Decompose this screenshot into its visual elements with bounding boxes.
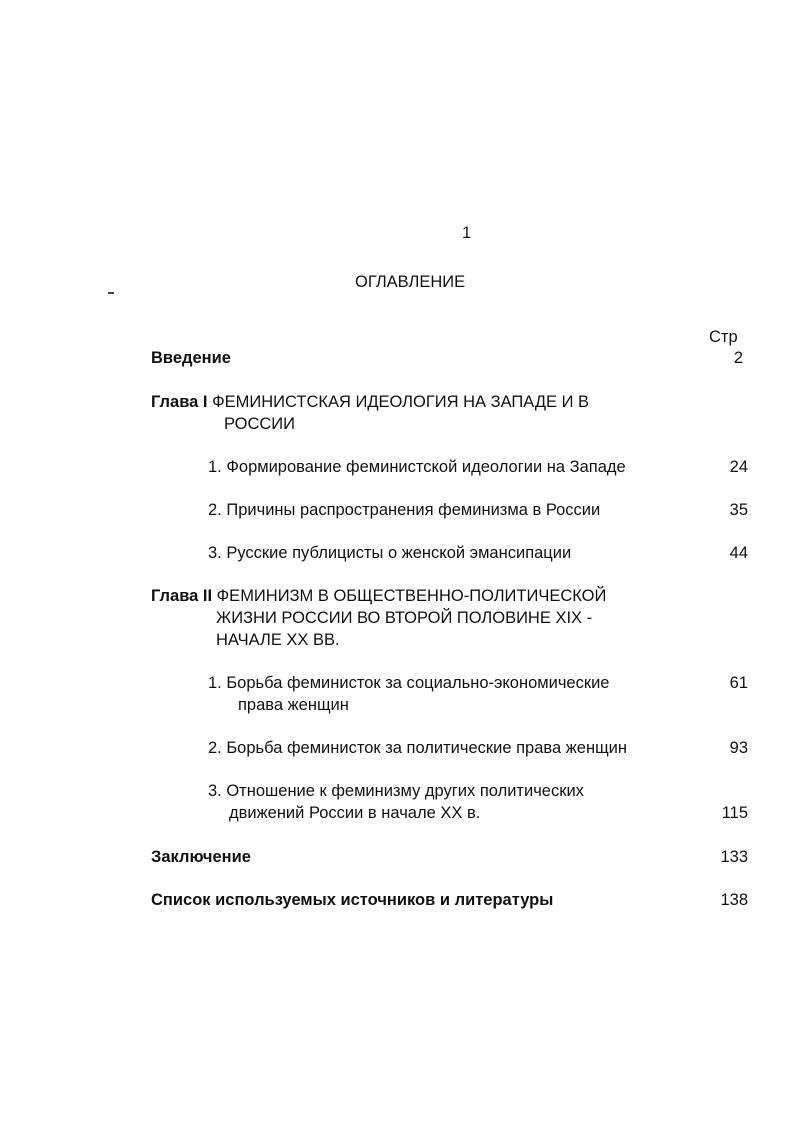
toc-ch1-section-1: 1. Формирование феминистской идеологии на Западе [208,458,626,476]
toc-ch1-section-2-page: 35 [729,501,748,519]
toc-conclusion-page: 133 [720,848,748,866]
chapter1-prefix: Глава I [151,393,208,411]
toc-ch1-section-2: 2. Причины распространения феминизма в России [208,501,601,519]
toc-ch2-section-2-page: 93 [729,739,748,757]
toc-ch1-section-3: 3. Русские публицисты о женской эмансипации [208,544,572,562]
chapter1-title-line2: РОССИИ [224,415,296,433]
chapter2-title-line2: ЖИЗНИ РОССИИ ВО ВТОРОЙ ПОЛОВИНЕ XIX - [216,609,593,627]
chapter2-prefix: Глава II [151,587,213,605]
toc-chapter2-heading [151,586,606,606]
toc-ch2-section-1-line1: 1. Борьба феминисток за социально-экономические [208,674,610,692]
toc-intro-page: 2 [733,349,743,367]
toc-ch2-section-3-page: 115 [721,804,748,822]
page-number: 1 [462,224,472,242]
toc-intro-label: Введение [151,349,231,367]
toc-ch1-section-1-page: 24 [729,458,748,476]
toc-ch2-section-1-line2: права женщин [238,696,349,714]
toc-sources-label: Список используемых источников и литературы [151,891,554,909]
scan-speck [108,292,114,294]
toc-ch2-section-2: 2. Борьба феминисток за политические права женщин [208,739,627,757]
chapter1-title-line1: ФЕМИНИСТСКАЯ ИДЕОЛОГИЯ НА ЗАПАДЕ И В [212,393,590,411]
toc-ch2-section-1-page: 61 [729,674,748,692]
toc-title: ОГЛАВЛЕНИЕ [355,273,466,291]
toc-ch1-section-3-page: 44 [729,544,748,562]
toc-chapter1-heading [151,392,589,412]
chapter2-title-line3: НАЧАЛЕ XX ВВ. [216,631,340,649]
toc-sources-page: 138 [720,891,748,909]
page-column-header: Стр [709,328,738,346]
toc-conclusion-label: Заключение [151,848,251,866]
chapter2-title-line1: ФЕМИНИЗМ В ОБЩЕСТВЕННО-ПОЛИТИЧЕСКОЙ [216,587,607,605]
toc-ch2-section-3-line1: 3. Отношение к феминизму других политических [208,782,584,800]
toc-ch2-section-3-line2: движений России в начале XX в. [229,804,481,822]
